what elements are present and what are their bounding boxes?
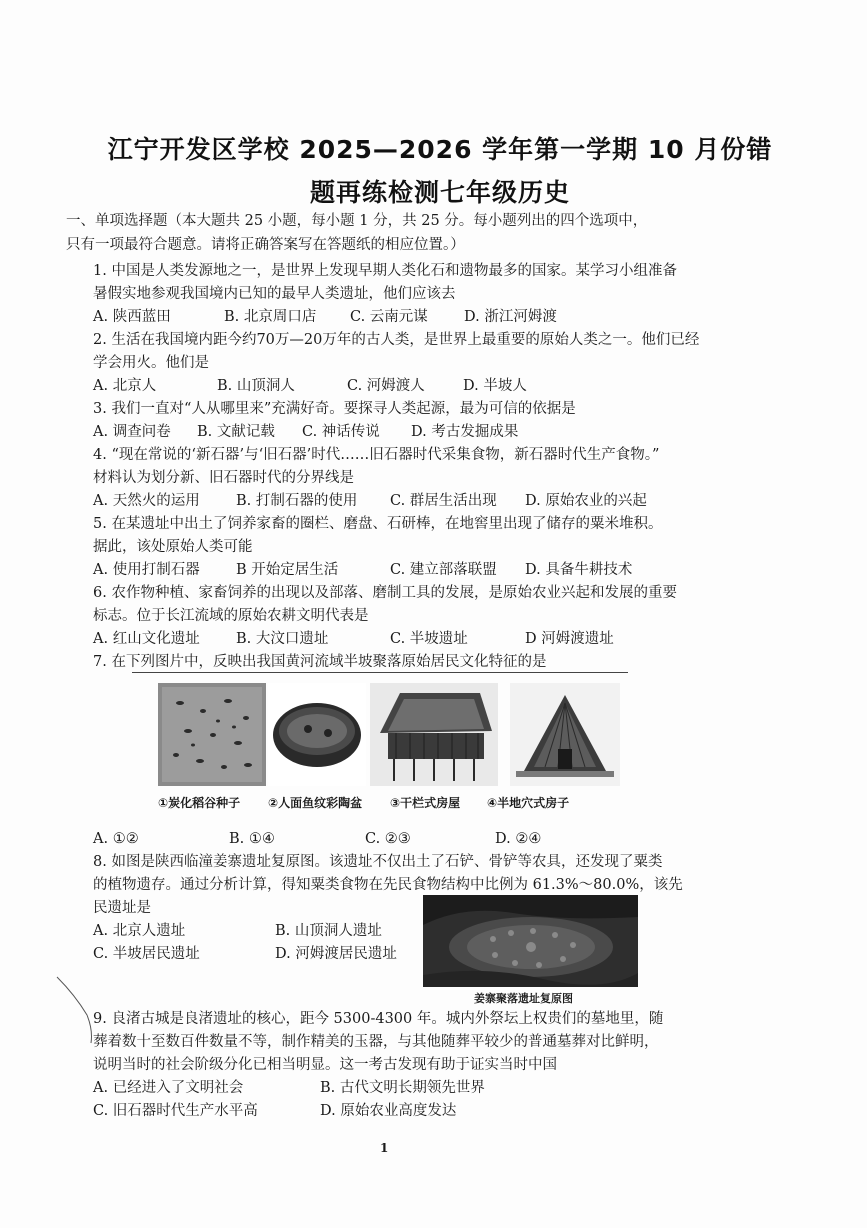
exam-title-line-2: 题再练检测七年级历史: [309, 178, 570, 207]
q1-stem-line-2: 暑假实地参观我国境内已知的最早人类遗址，他们应该去: [93, 286, 456, 302]
painted-pottery-basin-image: [268, 683, 366, 786]
q8-stem-line-1: 8. 如图是陕西临潼姜寨遗址复原图。该遗址不仅出土了石铲、骨铲等农具，还发现了粟类: [93, 854, 663, 870]
q8-option-d: D. 河姆渡居民遗址: [275, 946, 397, 962]
q6-option-c: C. 半坡遗址: [390, 631, 468, 647]
q4-option-a: A. 天然火的运用: [93, 493, 200, 509]
page-number: 1: [380, 1141, 389, 1155]
figure-caption-3: ③干栏式房屋: [390, 796, 461, 810]
q7-option-b: B. ①④: [229, 831, 275, 847]
q9-stem-line-3: 说明当时的社会阶级分化已相当明显。这一考古发现有助于证实当时中国: [93, 1057, 557, 1073]
carbonized-rice-image: [158, 683, 266, 786]
q4-option-d: D. 原始农业的兴起: [525, 493, 647, 509]
q4-stem-line-2: 材料认为划分新、旧石器时代的分界线是: [93, 470, 354, 486]
jiangzhai-site-image: [423, 895, 638, 987]
stilt-house-image: [370, 683, 498, 786]
q7-option-a: A. ①②: [93, 831, 139, 847]
q8-option-a: A. 北京人遗址: [93, 923, 186, 939]
q7-option-d: D. ②④: [495, 831, 542, 847]
q6-stem-line-1: 6. 农作物种植、家畜饲养的出现以及部落、磨制工具的发展，是原始农业兴起和发展的重要: [93, 585, 677, 601]
q4-option-c: C. 群居生活出现: [390, 493, 497, 509]
q6-option-b: B. 大汶口遗址: [236, 631, 329, 647]
q8-stem-line-2: 的植物遗存。通过分析计算，得知粟类食物在先民食物结构中比例为 61.3%～80.0%，该先: [93, 877, 683, 893]
exam-title-line-1: 江宁开发区学校 2025—2026 学年第一学期 10 月份错: [107, 135, 773, 164]
q3-option-d: D. 考古发掘成果: [411, 424, 519, 440]
q3-stem-line-1: 3. 我们一直对“人从哪里来”充满好奇。要探寻人类起源，最为可信的依据是: [93, 401, 576, 417]
q5-option-d: D. 具备牛耕技术: [525, 562, 633, 578]
q9-option-b: B. 古代文明长期领先世界: [320, 1080, 485, 1096]
q3-option-c: C. 神话传说: [302, 424, 380, 440]
q1-stem-line-1: 1. 中国是人类发源地之一，是世界上发现早期人类化石和遗物最多的国家。某学习小组准备: [93, 263, 677, 279]
q5-stem-line-2: 据此，该处原始人类可能: [93, 539, 253, 555]
q1-option-c: C. 云南元谋: [350, 309, 428, 325]
q6-option-d: D 河姆渡遗址: [525, 631, 614, 647]
figure-caption-2: ②人面鱼纹彩陶盆: [268, 796, 363, 810]
semi-subterranean-house-image: [510, 683, 620, 786]
q8-option-c: C. 半坡居民遗址: [93, 946, 200, 962]
q4-option-b: B. 打制石器的使用: [236, 493, 358, 509]
q2-stem-line-2: 学会用火。他们是: [93, 355, 209, 371]
q6-option-a: A. 红山文化遗址: [93, 631, 200, 647]
q9-stem-line-2: 葬着数十至数百件数量不等，制作精美的玉器，与其他随葬平较少的普通墓葬对比鲜明，: [93, 1034, 659, 1050]
figure-caption-1: ①炭化稻谷种子: [158, 796, 241, 810]
q3-option-b: B. 文献记载: [197, 424, 275, 440]
q8-figure-caption: 姜寨聚落遗址复原图: [474, 992, 573, 1005]
q5-option-c: C. 建立部落联盟: [390, 562, 497, 578]
q1-option-a: A. 陕西蓝田: [93, 309, 171, 325]
q9-option-d: D. 原始农业高度发达: [320, 1103, 457, 1119]
q7-stem-line-1: 7. 在下列图片中，反映出我国黄河流域半坡聚落原始居民文化特征的是: [93, 654, 547, 670]
q2-option-a: A. 北京人: [93, 378, 157, 394]
q7-option-c: C. ②③: [365, 831, 411, 847]
figure-caption-4: ④半地穴式房子: [487, 796, 570, 810]
q5-option-a: A. 使用打制石器: [93, 562, 200, 578]
q9-stem-line-1: 9. 良渚古城是良渚遗址的核心，距今 5300-4300 年。城内外祭坛上权贵们的墓地里，随: [93, 1011, 664, 1027]
q1-option-b: B. 北京周口店: [224, 309, 317, 325]
q9-option-a: A. 已经进入了文明社会: [93, 1080, 244, 1096]
q3-option-a: A. 调查问卷: [93, 424, 171, 440]
section-heading-line-2: 只有一项最符合题意。请将正确答案写在答题纸的相应位置。）: [66, 237, 465, 253]
q4-stem-line-1: 4. “现在常说的‘新石器’与‘旧石器’时代……旧石器时代采集食物，新石器时代生产食物。”: [93, 447, 660, 463]
q5-option-b: B 开始定居生活: [236, 562, 339, 578]
q2-option-c: C. 河姆渡人: [347, 378, 425, 394]
q9-option-c: C. 旧石器时代生产水平高: [93, 1103, 258, 1119]
q2-option-d: D. 半坡人: [463, 378, 527, 394]
scan-pencil-mark: [55, 975, 95, 1045]
q5-stem-line-1: 5. 在某遗址中出土了饲养家畜的圈栏、磨盘、石研棒，在地窖里出现了储存的粟米堆积。: [93, 516, 663, 532]
q6-stem-line-2: 标志。位于长江流域的原始农耕文明代表是: [93, 608, 369, 624]
q7-figure-row: [132, 672, 628, 819]
q2-option-b: B. 山顶洞人: [217, 378, 295, 394]
section-heading-line-1: 一、单项选择题（本大题共 25 小题，每小题 1 分，共 25 分。每小题列出的四个选项中，: [66, 213, 648, 229]
q8-stem-line-3: 民遗址是: [93, 900, 151, 916]
q2-stem-line-1: 2. 生活在我国境内距今约70万—20万年的古人类，是世界上最重要的原始人类之一。他们已经: [93, 332, 700, 348]
q1-option-d: D. 浙江河姆渡: [464, 309, 557, 325]
q8-option-b: B. 山顶洞人遗址: [275, 923, 382, 939]
